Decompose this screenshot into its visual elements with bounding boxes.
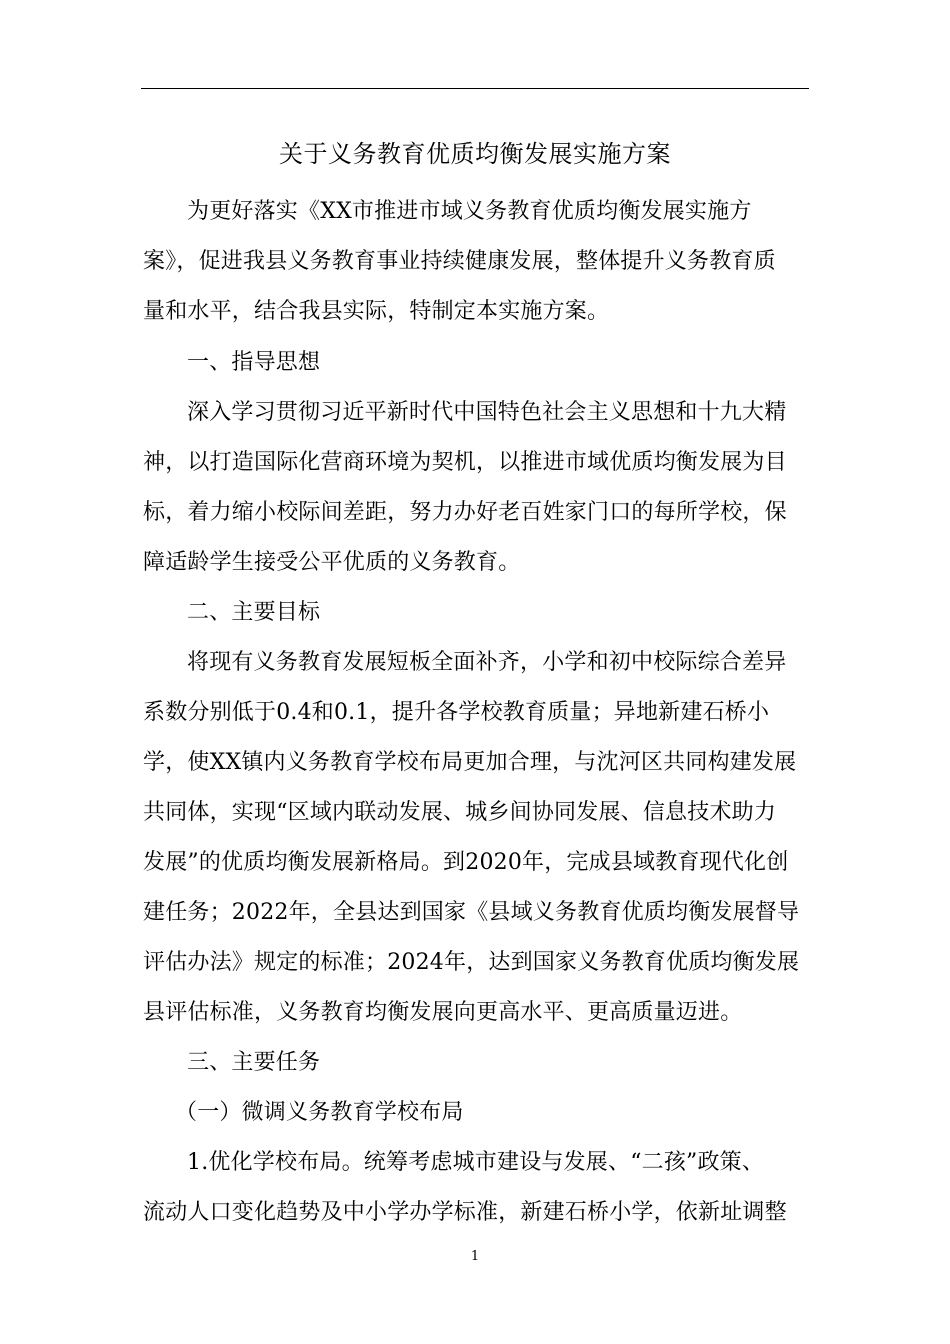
body-line: 案》，促进我县义务教育事业持续健康发展，整体提升义务教育质 — [143, 249, 776, 274]
body-line: 共同体，实现“区域内联动发展、城乡间协同发展、信息技术助力 — [143, 800, 777, 825]
body-line: 标，着力缩小校际间差距，努力办好老百姓家门口的每所学校，保 — [143, 500, 787, 525]
body-line: 深入学习贯彻习近平新时代中国特色社会主义思想和十九大精 — [187, 400, 787, 425]
body-line: 学，使XX镇内义务教育学校布局更加合理，与沈河区共同构建发展 — [143, 750, 797, 775]
document-title: 关于义务教育优质均衡发展实施方案 — [279, 140, 671, 168]
body-line: 1.优化学校布局。统筹考虑城市建设与发展、“二孩”政策、 — [187, 1150, 765, 1175]
body-line: 建任务；2022年，全县达到国家《县域义务教育优质均衡发展督导 — [143, 900, 800, 925]
body-line: 发展”的优质均衡发展新格局。到2020年，完成县域教育现代化创 — [143, 850, 789, 875]
body-line: 将现有义务教育发展短板全面补齐，小学和初中校际综合差异 — [187, 650, 787, 675]
section-heading-main-tasks: 三、主要任务 — [187, 1050, 321, 1075]
body-line: 流动人口变化趋势及中小学办学标准，新建石桥小学，依新址调整 — [143, 1200, 787, 1225]
body-line: 为更好落实《XX市推进市域义务教育优质均衡发展实施方 — [187, 199, 752, 224]
body-line: 系数分别低于0.4和0.1，提升各学校教育质量；异地新建石桥小 — [143, 700, 770, 725]
header-rule — [141, 88, 809, 89]
body-line: 县评估标准，义务教育均衡发展向更高水平、更高质量迈进。 — [143, 1000, 743, 1025]
body-line: 神，以打造国际化营商环境为契机，以推进市域优质均衡发展为目 — [143, 450, 787, 475]
section-heading-main-goals: 二、主要目标 — [187, 600, 321, 625]
section-heading-guiding-ideology: 一、指导思想 — [187, 350, 321, 375]
body-line: 量和水平，结合我县实际，特制定本实施方案。 — [143, 299, 610, 324]
page-number: 1 — [470, 1249, 480, 1264]
subsection-heading: （一）微调义务教育学校布局 — [175, 1100, 464, 1125]
body-line: 障适龄学生接受公平优质的义务教育。 — [143, 550, 521, 575]
body-line: 评估办法》规定的标准；2024年，达到国家义务教育优质均衡发展 — [143, 950, 800, 975]
